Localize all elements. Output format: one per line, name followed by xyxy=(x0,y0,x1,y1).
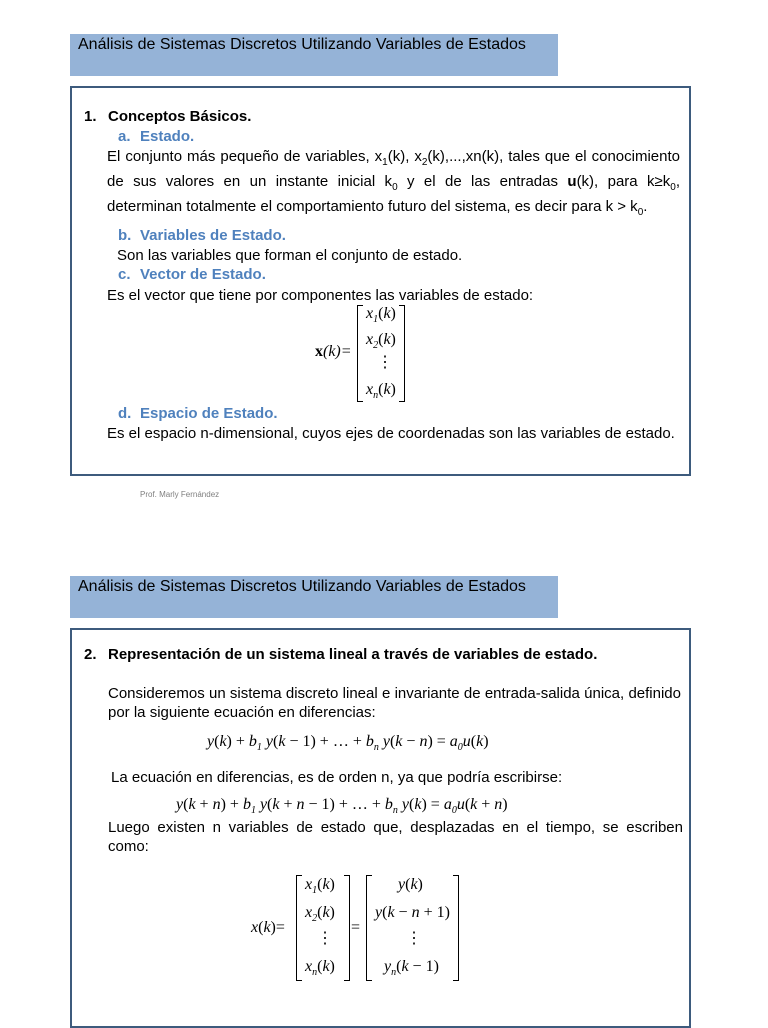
slide2-paragraph-3: Luego existen n variables de estado que, desplazadas en el tiempo, se escriben como: xyxy=(108,819,683,855)
item-d-title: Espacio de Estado. xyxy=(140,405,278,422)
item-b-title: Variables de Estado. xyxy=(140,227,286,244)
item-b-text: Son las variables que forman el conjunto de estado. xyxy=(117,247,463,264)
item-d-label: d. xyxy=(118,405,132,422)
slide1-heading: Conceptos Básicos. xyxy=(108,108,252,125)
difference-equation-2: $y(k + n) + b_1$ y(k + n − 1) + … + $b_n$ $y(k) = a_0u(k + n)$ xyxy=(176,796,508,817)
item-a-label: a. xyxy=(118,128,131,145)
item-a-title: Estado. xyxy=(140,128,195,145)
slide1-title-bar xyxy=(70,34,558,76)
footer-author: Prof. Marly Fernández xyxy=(140,490,220,499)
slide2-heading: Representación de un sistema lineal a través de variables de estado. xyxy=(108,646,598,663)
item-c-text: Es el vector que tiene por componentes las variables de estado: xyxy=(107,287,534,304)
difference-equation-1: $y(k) + b_1$ y(k − 1) + … + $b_n$ $y(k - n) = a_0u(k)$ xyxy=(207,733,489,754)
item-c-label: c. xyxy=(118,266,131,283)
slide2-paragraph-2: La ecuación en diferencias, es de orden n, ya que podría escribirse: xyxy=(111,769,563,786)
slide2-paragraph-1: Consideremos un sistema discreto lineal e invariante de entrada-salida única, definido por la siguiente ecuación en diferencias: xyxy=(108,685,681,721)
slide2-title-bar xyxy=(70,576,558,618)
slide2-title: Análisis de Sistemas Discretos Utilizando Variables de Estados xyxy=(78,578,526,595)
slide1-heading-number: 1. xyxy=(84,108,97,125)
slide1-title: Análisis de Sistemas Discretos Utilizando Variables de Estados xyxy=(78,36,526,53)
item-a-text: El conjunto más pequeño de variables, $x_1(k)$, $x_2(k),...,xn(k)$, tales que el conocimiento de sus valores en un instante inicial $k_0$ y el de las entradas u(k), para $k\ge k_0$, determinan totalmente el comportamiento futuro del sistema, es decir para $k > k_0$. xyxy=(107,148,680,218)
item-c-title: Vector de Estado. xyxy=(140,266,266,283)
item-b-label: b. xyxy=(118,227,132,244)
item-d-text: Es el espacio n-dimensional, cuyos ejes de coordenadas son las variables de estado. xyxy=(107,425,675,442)
slide2-heading-number: 2. xyxy=(84,646,97,663)
